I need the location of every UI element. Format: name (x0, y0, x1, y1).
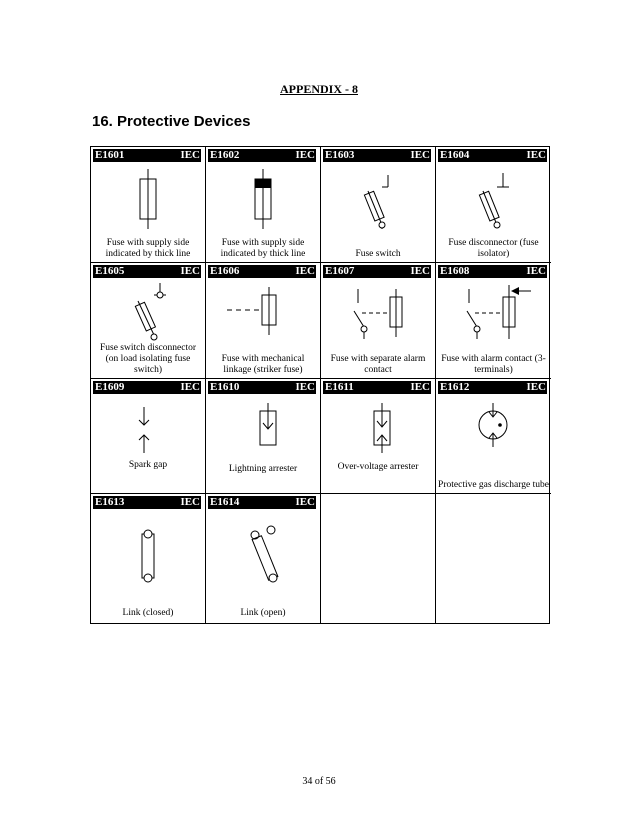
symbol-caption: Fuse with alarm contact (3-terminals) (441, 354, 546, 375)
fuse-disconnector-icon (453, 167, 533, 232)
symbol-caption: Fuse switch disconnector (on load isolating fuse switch) (99, 343, 197, 375)
symbol-caption: Spark gap (128, 460, 168, 470)
spark-gap-icon (108, 399, 188, 464)
symbol-cell-e1607 (321, 263, 436, 379)
symbol-code: E1608 (440, 265, 470, 277)
symbol-standard: IEC (295, 149, 315, 161)
symbol-caption: Link (open) (240, 608, 286, 618)
symbol-cell-e1604 (436, 147, 551, 263)
symbol-cell-e1609 (91, 379, 206, 494)
symbol-caption: Fuse switch (355, 249, 401, 259)
symbol-standard: IEC (410, 381, 430, 393)
striker-fuse-icon (223, 283, 303, 348)
symbol-standard: IEC (180, 381, 200, 393)
symbol-header (93, 381, 201, 394)
symbol-caption: Fuse with mechanical linkage (striker fuse) (221, 354, 305, 375)
symbol-cell-e1605 (91, 263, 206, 379)
symbol-header (208, 381, 316, 394)
symbol-caption: Fuse with supply side indicated by thick line (220, 238, 306, 259)
symbol-code: E1601 (95, 149, 125, 161)
fuse-symbol-icon (108, 167, 188, 232)
symbol-header (323, 265, 431, 278)
symbol-caption: Fuse with supply side indicated by thick line (105, 238, 191, 259)
symbol-caption: Fuse with separate alarm contact (330, 354, 426, 375)
symbol-code: E1605 (95, 265, 125, 277)
symbol-standard: IEC (180, 265, 200, 277)
gas-discharge-tube-icon (453, 399, 533, 464)
symbol-code: E1614 (210, 496, 240, 508)
symbol-header (323, 381, 431, 394)
symbol-cell-e1602 (206, 147, 321, 263)
symbol-caption: Over-voltage arrester (337, 462, 419, 472)
symbol-header (93, 496, 201, 509)
empty-cell (436, 494, 551, 623)
symbol-cell-e1601 (91, 147, 206, 263)
symbol-standard: IEC (526, 149, 546, 161)
symbol-caption: Fuse disconnector (fuse isolator) (448, 238, 539, 259)
symbol-code: E1612 (440, 381, 470, 393)
symbol-code: E1603 (325, 149, 355, 161)
symbol-standard: IEC (526, 381, 546, 393)
symbol-header (208, 149, 316, 162)
link-closed-icon (108, 522, 188, 587)
symbol-code: E1607 (325, 265, 355, 277)
fuse-switch-icon (338, 167, 418, 232)
fuse-thick-supply-icon (223, 167, 303, 232)
symbol-code: E1613 (95, 496, 125, 508)
symbol-cell-e1614 (206, 494, 321, 623)
link-open-icon (223, 522, 303, 587)
section-title: 16. Protective Devices (92, 113, 251, 130)
symbol-standard: IEC (526, 265, 546, 277)
appendix-title: APPENDIX - 8 (280, 82, 358, 96)
lightning-arrester-icon (223, 399, 303, 464)
symbol-table (90, 146, 550, 624)
symbol-header (438, 149, 547, 162)
symbol-header (93, 265, 201, 278)
symbol-cell-e1612 (436, 379, 551, 494)
symbol-cell-e1606 (206, 263, 321, 379)
symbol-header (208, 496, 316, 509)
symbol-caption: Link (closed) (122, 608, 174, 618)
symbol-header (323, 149, 431, 162)
symbol-code: E1611 (325, 381, 354, 393)
symbol-standard: IEC (180, 149, 200, 161)
symbol-cell-e1611 (321, 379, 436, 494)
empty-cell (321, 494, 436, 623)
symbol-standard: IEC (410, 265, 430, 277)
fuse-3-terminal-alarm-icon (453, 283, 533, 348)
symbol-standard: IEC (410, 149, 430, 161)
symbol-standard: IEC (295, 381, 315, 393)
page-number: 34 of 56 (302, 776, 336, 787)
symbol-code: E1604 (440, 149, 470, 161)
symbol-code: E1606 (210, 265, 240, 277)
symbol-standard: IEC (180, 496, 200, 508)
symbol-header (438, 265, 547, 278)
fuse-switch-disconnector-icon (108, 283, 188, 348)
overvoltage-arrester-icon (338, 399, 418, 464)
symbol-header (93, 149, 201, 162)
symbol-code: E1602 (210, 149, 240, 161)
symbol-standard: IEC (295, 265, 315, 277)
symbol-cell-e1603 (321, 147, 436, 263)
symbol-caption: Lightning arrester (228, 464, 298, 474)
symbol-code: E1610 (210, 381, 240, 393)
symbol-code: E1609 (95, 381, 125, 393)
symbol-header (208, 265, 316, 278)
symbol-standard: IEC (295, 496, 315, 508)
symbol-caption: Protective gas discharge tube (438, 480, 549, 490)
symbol-header (438, 381, 547, 394)
fuse-alarm-contact-icon (338, 283, 418, 348)
symbol-cell-e1608 (436, 263, 551, 379)
symbol-cell-e1610 (206, 379, 321, 494)
symbol-cell-e1613 (91, 494, 206, 623)
